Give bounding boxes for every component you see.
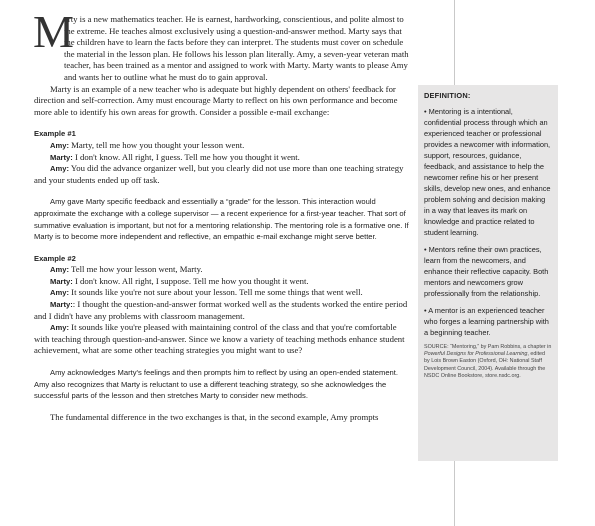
speaker-label: Amy: (50, 288, 69, 298)
dialogue-text: Marty, tell me how you thought your lesson went. (71, 139, 245, 150)
dialogue-line (34, 287, 412, 299)
source-suffix: , edited by Lois Brown Easton (Oxford, OH: National Staff Development Council, 2004). Available through the NSDC Online Bookstore, store.nsdc.org. (424, 351, 546, 379)
speaker-label: Marty: (50, 152, 73, 162)
definition-sidebar (418, 85, 558, 461)
dialogue-text: : I thought the question-and-answer format worked well as the students worked the entire period and I didn't have any problems with classroom management. (34, 299, 408, 321)
definition-item: • A mentor is an experienced teacher who forges a learning partnership with a beginning teacher. (424, 306, 549, 337)
dialogue-text: I don't know. All right, I guess. Tell me how you thought it went. (74, 151, 300, 162)
intro-paragraph: arty is a new mathematics teacher. He is earnest, hardworking, conscientious, and polite almost to the extreme. He teaches almost exclusively using a question-and-answer method. Marty says that the children have to learn the facts before they can interpret. The students must cover on schedule the material in the lesson plan. He follows his lesson plan literally. Amy, a seven-year veteran math teacher, has been trained as a mentor and assigned to work with Marty. Marty wants to please Amy and wants her to outline what he must do to gain approval. (64, 14, 409, 82)
speaker-label: Marty: (50, 300, 73, 310)
intro-paragraph-2: Marty is an example of a new teacher who is adequate but highly dependent on others' feedback for direction and self-correction. Amy must encourage Marty to reflect on his own performance and become more able to identify his own areas for growth. Consider a possible e-mail exchange: (34, 83, 398, 117)
dialogue-text: It sounds like you're not sure about your lesson. Tell me some things that went well. (71, 287, 363, 298)
example-1-commentary: Amy gave Marty specific feedback and essentially a “grade” for the lesson. This interaction would approximate the exchange with a college supervisor — a recent experience for a first-year teacher. That sort of summative evaluation is important, but not for a mentoring relationship. The mentoring role is a formative one. If Marty is to become more independent and reflective, an empathic e-mail exchange might serve better. (34, 197, 409, 242)
dialogue-line (34, 264, 412, 276)
source-book-title: Powerful Designs for Professional Learning (424, 351, 528, 358)
dialogue-line (34, 299, 412, 322)
example-2-dialogue (34, 264, 412, 357)
dialogue-text: I don't know. All right, I suppose. Tell me how you thought it went. (74, 275, 309, 286)
speaker-label: Marty: (50, 276, 73, 286)
sidebar-title: DEFINITION: (424, 91, 471, 100)
dialogue-line (34, 163, 412, 186)
example-2-heading: Example #2 (34, 253, 76, 263)
dialogue-text: It sounds like you're pleased with maintaining control of the class and that you're comfortable with teaching through question-and-answer. Since we know a variety of teaching methods enhance student achievement, what are some other teaching strategies you might want to use? (34, 322, 405, 356)
speaker-label: Amy: (50, 164, 69, 174)
dialogue-text: You did the advance organizer well, but you clearly did not use more than one teaching strategy and your students ended up off task. (34, 163, 404, 185)
example-1-heading: Example #1 (34, 129, 76, 139)
source-citation (424, 344, 552, 380)
drop-cap: M (33, 6, 74, 57)
speaker-label: Amy: (50, 140, 69, 150)
dialogue-text: Tell me how your lesson went, Marty. (71, 264, 203, 275)
dialogue-line (34, 152, 412, 164)
dialogue-line (34, 276, 412, 288)
definition-item: • Mentors refine their own practices, learn from the newcomers, and enhance their reflective capacity. Both mentors and newcomers grow professionally from the relationship. (424, 245, 549, 298)
dialogue-line (34, 322, 412, 357)
speaker-label: Amy: (50, 265, 69, 275)
article-body (33, 6, 412, 423)
intro-paragraph-wrap (33, 6, 412, 84)
speaker-label: Amy: (50, 323, 69, 333)
example-1-dialogue (34, 140, 412, 186)
closing-paragraph: The fundamental difference in the two exchanges is that, in the second example, Amy prompts (50, 411, 379, 422)
definition-item: • Mentoring is a intentional, confidential process through which an experienced teacher or professional provides a newcomer with information, support, resources, guidance, feedback, and assistance to help the newcomer refine his or her present skills, develop new ones, and enhance problem solving and decision making in a way that leaves its mark on knowledge and practice related to student learning. (424, 107, 551, 237)
dialogue-line (34, 140, 412, 152)
source-prefix: SOURCE: “Mentoring,” by Pam Robbins, a chapter in (424, 344, 552, 350)
example-2-commentary: Amy acknowledges Marty's feelings and then prompts him to reflect by using an open-ended statement. Amy also recognizes that Marty is reluctant to use a different teaching strategy, so she acknowledges the successful parts of the lesson and then stretches Marty to consider new methods. (34, 368, 398, 401)
